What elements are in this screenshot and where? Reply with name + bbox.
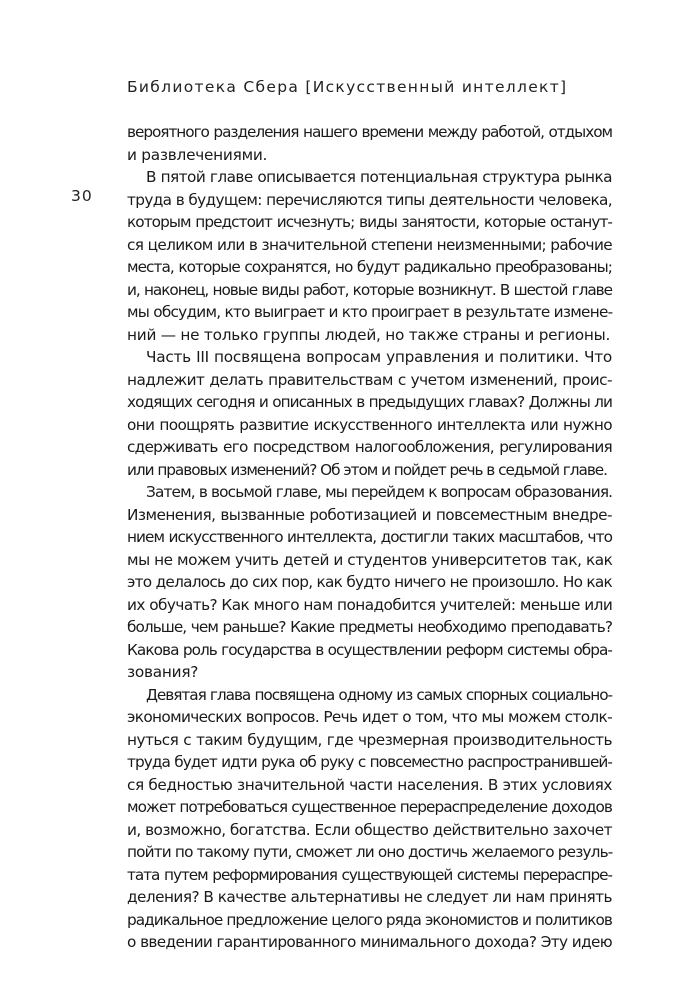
text-line: Затем, в восьмой главе, мы перейдем к вопросам образования. xyxy=(146,483,613,501)
page-number: 30 xyxy=(71,187,93,205)
text-line: они поощрять развитие искусственного интеллекта или нужно xyxy=(127,415,612,434)
text-line: ся бедностью значительной части населения. В этих условиях xyxy=(127,775,612,794)
text-line: мы не можем учить детей и студентов университетов так, как xyxy=(127,550,613,569)
text-line: деления? В качестве альтернативы не следует ли нам принять xyxy=(127,888,612,906)
text-line: Девятая глава посвящена одному из самых спорных социально- xyxy=(146,685,612,704)
text-line: и, возможно, богатства. Если общество действительно захочет xyxy=(127,820,612,839)
text-line: Изменения, вызванные роботизацией и повсеместным внедре- xyxy=(127,505,612,524)
text-line: сдерживать его посредством налогообложения, регулирования xyxy=(127,438,612,456)
text-line: зования? xyxy=(127,663,199,681)
text-line: экономических вопросов. Речь идет о том, что мы можем столк- xyxy=(127,708,612,726)
text-line: больше, чем раньше? Какие предметы необходимо преподавать? xyxy=(127,618,612,636)
text-line: ся целиком или в значительной степени неизменными; рабочие xyxy=(127,235,612,254)
text-line: нием искусственного интеллекта, достигли таких масштабов, что xyxy=(127,528,612,546)
text-line: или правовых изменений? Об этом и пойдет речь в седьмой главе. xyxy=(127,460,607,479)
text-line: может потребоваться существенное перераспределение доходов xyxy=(127,798,612,816)
text-line: труда будет идти рука об руку с повсеместно распространившей- xyxy=(127,753,612,771)
text-line: и, наконец, новые виды работ, которые возникнут. В шестой главе xyxy=(127,280,612,299)
text-line: труда в будущем: перечисляются типы деятельности человека, xyxy=(127,190,612,209)
text-line: нуться с таким будущим, где чрезмерная производительность xyxy=(127,730,612,749)
text-line: их обучать? Как много нам понадобится учителей: меньше или xyxy=(127,595,613,614)
text-line: тата путем реформирования существующей системы перераспре- xyxy=(127,865,612,884)
text-line: Какова роль государства в осуществлении реформ системы обра- xyxy=(127,640,612,659)
text-line: ний — не только группы людей, но также страны и регионы. xyxy=(127,325,611,344)
text-line: радикальное предложение целого ряда экономистов и политиков xyxy=(127,910,612,929)
text-line: Часть III посвящена вопросам управления и политики. Что xyxy=(146,348,612,366)
running-header: Библиотека Сбера [Искусственный интеллект] xyxy=(127,78,568,96)
body-text xyxy=(127,121,612,954)
text-line: мы обсудим, кто выиграет и кто проиграет в результате измене- xyxy=(127,303,613,321)
text-line: о введении гарантированного минимального дохода? Эту идею xyxy=(127,933,612,951)
text-line: и развлечениями. xyxy=(127,145,268,164)
text-line: это делалось до сих пор, как будто ничего не произошло. Но как xyxy=(127,573,612,591)
text-line: надлежит делать правительствам с учетом изменений, проис- xyxy=(127,370,612,389)
text-line: которым предстоит исчезнуть; виды занятости, которые останут- xyxy=(127,213,612,231)
text-line: ходящих сегодня и описанных в предыдущих главах? Должны ли xyxy=(127,393,612,411)
text-line: вероятного разделения нашего времени между работой, отдыхом xyxy=(127,123,612,141)
text-line: места, которые сохранятся, но будут радикально преобразованы; xyxy=(127,258,612,276)
text-line: пойти по такому пути, сможет ли оно достичь желаемого резуль- xyxy=(127,843,613,861)
text-line: В пятой главе описывается потенциальная структура рынка xyxy=(146,168,612,186)
